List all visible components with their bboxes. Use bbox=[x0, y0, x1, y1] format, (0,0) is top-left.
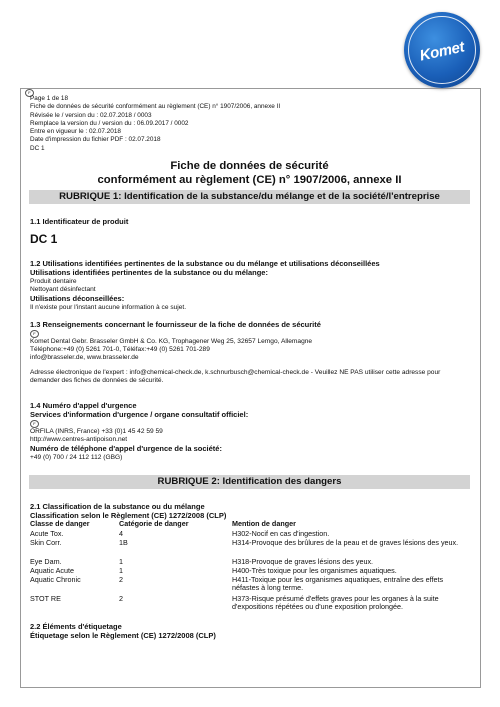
hazard-statement: H318-Provoque de graves lésions des yeux. bbox=[232, 557, 374, 566]
supplier-phone: Téléphone:+49 (0) 5261 701-0, Téléfax:+49 (0) 5261 701-289 bbox=[30, 346, 210, 353]
supplier-contact: info@brasseler.de, www.brasseler.de bbox=[30, 354, 139, 361]
use-2: Nettoyant désinfectant bbox=[30, 286, 96, 293]
hazard-category: 4 bbox=[119, 529, 123, 538]
country-badge-icon: F bbox=[30, 420, 39, 428]
company-emergency-heading: Numéro de téléphone d'appel d'urgence de la société: bbox=[30, 444, 222, 453]
product-identifier: DC 1 bbox=[30, 232, 58, 246]
discouraged-uses-heading: Utilisations déconseillées: bbox=[30, 294, 125, 303]
hazard-statement: H400-Très toxique pour les organismes aquatiques. bbox=[232, 566, 397, 575]
subsection-1-4: 1.4 Numéro d'appel d'urgence bbox=[30, 401, 137, 410]
subsection-1-2: 1.2 Utilisations identifiées pertinentes de la substance ou du mélange et utilisations déconseillées bbox=[30, 259, 380, 268]
section-1-heading: RUBRIQUE 1: Identification de la substance/du mélange et de la société/l'entreprise bbox=[29, 190, 470, 204]
title-line-1: Fiche de données de sécurité bbox=[170, 160, 329, 172]
emergency-services-heading: Services d'information d'urgence / organe consultatif officiel: bbox=[30, 410, 249, 419]
orfila-phone: ORFILA (INRS, France) +33 (0)1 45 42 59 59 bbox=[30, 428, 163, 435]
column-hazard-class: Classe de danger bbox=[30, 519, 90, 528]
revision-line: Révisée le / version du : 02.07.2018 / 0003 bbox=[30, 111, 152, 119]
in-force-line: Entre en vigueur le : 02.07.2018 bbox=[30, 128, 121, 136]
subsection-2-1: 2.1 Classification de la substance ou du mélange bbox=[30, 502, 205, 511]
company-emergency-phone: +49 (0) 700 / 24 112 112 (GBG) bbox=[30, 454, 123, 461]
document-header bbox=[30, 95, 280, 153]
subsection-1-3: 1.3 Renseignements concernant le fournisseur de la fiche de données de sécurité bbox=[30, 320, 321, 329]
page-title bbox=[20, 159, 479, 187]
expert-email-line-1: Adresse électronique de l'expert : info@chemical-check.de, k.schnurbusch@chemical-check.de - Veuillez NE PAS utiliser cette adresse pour bbox=[30, 369, 441, 376]
use-1: Produit dentaire bbox=[30, 278, 77, 285]
header-doc-title: Fiche de données de sécurité conformément au règlement (CE) n° 1907/2006, annexe II bbox=[30, 103, 281, 111]
hazard-class: Skin Corr. bbox=[30, 538, 62, 547]
hazard-statement: H373-Risque présumé d'effets graves pour les organes à la suite d'expositions répétées ou d'une exposition prolongée. bbox=[232, 594, 439, 612]
hazard-class: Aquatic Acute bbox=[30, 566, 74, 575]
hazard-class: STOT RE bbox=[30, 594, 61, 603]
page-number: Page 1 de 18 bbox=[30, 95, 69, 102]
replaces-line: Remplace la version du / version du : 06.09.2017 / 0002 bbox=[30, 119, 189, 127]
hazard-category: 2 bbox=[119, 594, 123, 603]
hazard-class: Aquatic Chronic bbox=[30, 575, 81, 584]
hazard-class: Eye Dam. bbox=[30, 557, 62, 566]
identified-uses-heading: Utilisations identifiées pertinentes de la substance ou du mélange: bbox=[30, 268, 268, 277]
hazard-statement: H314-Provoque des brûlures de la peau et de graves lésions des yeux. bbox=[232, 538, 459, 547]
hazard-class: Acute Tox. bbox=[30, 529, 64, 538]
komet-logo bbox=[404, 12, 480, 88]
hazard-category: 1 bbox=[119, 557, 123, 566]
hazard-statement: H411-Toxique pour les organismes aquatiques, entraîne des effets néfastes à long terme. bbox=[232, 575, 444, 593]
column-hazard-statement: Mention de danger bbox=[232, 519, 296, 528]
hazard-category: 2 bbox=[119, 575, 123, 584]
subsection-1-1: 1.1 Identificateur de produit bbox=[30, 217, 129, 226]
country-badge-icon: F bbox=[30, 330, 39, 338]
column-hazard-category: Catégorie de danger bbox=[119, 519, 189, 528]
labelling-heading: Étiquetage selon le Règlement (CE) 1272/2008 (CLP) bbox=[30, 631, 216, 640]
print-date-line: Date d'impression du fichier PDF : 02.07.2018 bbox=[30, 136, 161, 144]
subsection-2-2: 2.2 Éléments d'étiquetage bbox=[30, 622, 122, 631]
hazard-category: 1 bbox=[119, 566, 123, 575]
orfila-website: http://www.centres-antipoison.net bbox=[30, 436, 128, 443]
supplier-address: Komet Dental Gebr. Brasseler GmbH & Co. KG, Trophagener Weg 25, 32657 Lemgo, Allemagne bbox=[30, 338, 313, 345]
title-line-2: conformément au règlement (CE) n° 1907/2006, annexe II bbox=[97, 174, 402, 186]
logo-wordmark: Komet bbox=[418, 38, 466, 65]
header-product: DC 1 bbox=[30, 144, 45, 152]
section-2-heading: RUBRIQUE 2: Identification des dangers bbox=[29, 475, 470, 489]
hazard-category: 1B bbox=[119, 538, 128, 547]
classification-heading: Classification selon le Règlement (CE) 1272/2008 (CLP) bbox=[30, 511, 227, 520]
country-badge-icon: F bbox=[25, 89, 34, 97]
discouraged-uses-text: Il n'existe pour l'instant aucune information à ce sujet. bbox=[30, 304, 187, 311]
expert-email-line-2: demander des fiches de données de sécurité. bbox=[30, 377, 164, 384]
hazard-statement: H302-Nocif en cas d'ingestion. bbox=[232, 529, 330, 538]
